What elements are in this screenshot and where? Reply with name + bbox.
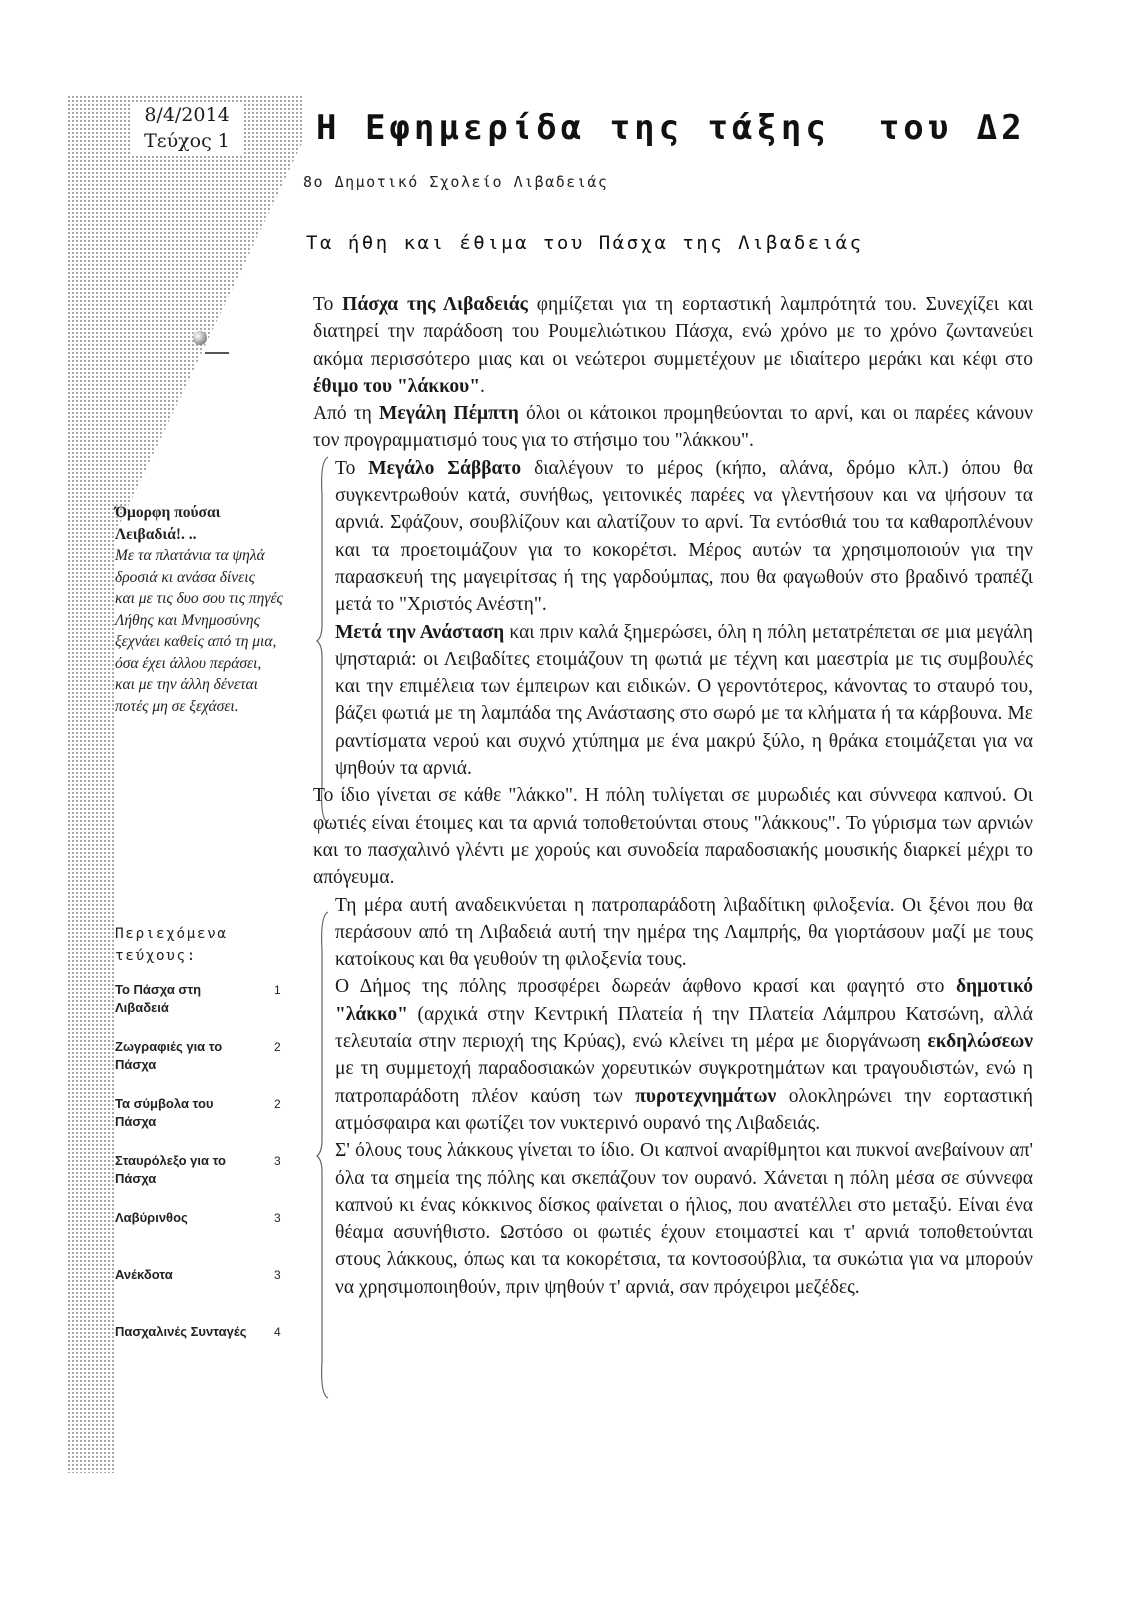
text-run: (αρχικά στην Κεντρική Πλατεία ή την Πλατεία Λάμπρου Κατσώνη, αλλά τελευταία στην περιοχή της Κρύας), ενώ κλείνει τη μέρα με διοργάνωση xyxy=(335,1003,1033,1053)
decorative-line xyxy=(205,352,229,354)
toc-item xyxy=(115,1323,300,1380)
paragraph xyxy=(313,973,1033,1137)
text-run: με τη συμμετοχή παραδοσιακών χορευτικών συγκροτημάτων και τραγουδιστών, ενώ η πατροπαράδοτη πλέον καύση των xyxy=(335,1058,1033,1107)
text-run: Ο Δήμος της πόλης προσφέρει δωρεάν άφθονο κρασί και φαγητό στο xyxy=(335,976,956,998)
toc-item xyxy=(115,1095,300,1152)
issue-number: Τεύχος 1 xyxy=(144,130,230,152)
issue-date: 8/4/2014 xyxy=(144,104,230,126)
toc-item-page: 4 xyxy=(274,1325,281,1339)
emphasis: Μετά την Ανάσταση xyxy=(335,621,505,643)
school-name: 8ο Δημοτικό Σχολείο Λιβαδειάς xyxy=(303,173,609,191)
poem-line: ξεχνάει καθείς από τη μια, όσα έχει άλλου περάσει, xyxy=(115,633,277,672)
decorative-orb-icon xyxy=(193,331,207,345)
text-run: . xyxy=(480,375,485,397)
text-run: και πριν καλά ξημερώσει, όλη η πόλη μετατρέπεται σε μια μεγάλη ψησταριά: οι Λειβαδίτες ετοιμάζουν τη φωτιά με τέχνη και μαεστρία με τις συμβουλές και την επιμέλεια των έμπειρων και ειδικών. Ο γεροντότερος, κάνοντας το σταυρό του, βάζει φωτιά με τη λαμπάδα της Ανάστασης στο σωρό με τα κλήματα ή τα κάρβουνα. Με ραντίσματα νερού και συχνό χτύπημα με ένα μακρύ ξύλο, η θράκα ετοιμάζεται για να ψηθούν τα αρνιά. xyxy=(335,621,1033,780)
poem-line: και με την άλλη δένεται ποτές μη σε ξεχάσει. xyxy=(115,676,258,715)
toc-item-page: 3 xyxy=(274,1268,281,1282)
toc-item xyxy=(115,1152,300,1209)
text-run: Από τη xyxy=(313,403,379,425)
text-run: όλοι οι κάτοικοι προμηθεύονται το αρνί, και οι παρέες κάνουν τον προγραμματισμό τους για το στήσιμο του "λάκκου". xyxy=(313,403,1033,452)
toc-item xyxy=(115,1266,300,1323)
toc-heading: Περιεχόμενα τεύχους: xyxy=(115,926,228,964)
emphasis: Μεγάλη Πέμπτη xyxy=(379,403,519,425)
paragraph xyxy=(313,455,1033,619)
toc-item xyxy=(115,1209,300,1266)
poem-line: και με τις δυο σου τις πηγές Λήθης και Μνημοσύνης xyxy=(115,590,283,629)
text-run: ολοκληρώνει την εορταστική ατμόσφαιρα και φωτίζει τον νυκτερινό ουρανό της Λιβαδειάς. xyxy=(335,1085,1033,1134)
toc-item-label: Τα σύμβολα του Πάσχα xyxy=(115,1096,214,1129)
toc-item-label: Πασχαλινές Συνταγές xyxy=(115,1324,247,1339)
toc-item xyxy=(115,1038,300,1095)
toc-item-label: Ζωγραφιές για το Πάσχα xyxy=(115,1039,223,1072)
newspaper-title: Η Εφημερίδα της τάξης του Δ2 xyxy=(316,108,1026,148)
toc-item-label: Σταυρόλεξο για το Πάσχα xyxy=(115,1153,226,1186)
text-run: φημίζεται για τη εορταστική λαμπρότητά του. Συνεχίζει και διατηρεί την παράδοση του Ρουμελιώτικου Πάσχα, ενώ χρόνο με το χρόνο ζωντανεύει ακόμα περισσότερο μιας και οι νεώτεροι συμμετέχουν με ιδιαίτερο μεράκι και κέφι στο xyxy=(313,294,1033,370)
paragraph: Σ' όλους τους λάκκους γίνεται το ίδιο. Οι καπνοί αναρίθμητοι και πυκνοί ανεβαίνουν απ' όλα τα σημεία της πόλης και σκεπάζουν τον ουρανό. Χάνεται η πόλη μέσα σε σύννεφα καπνού κι ένας κόκκινος δίσκος φαίνεται ο ήλιος, που ανατέλλει στο μεταξύ. Είναι ένα θέαμα ασυνήθιστο. Ωστόσο οι φωτιές έχουν ετοιμαστεί και τ' αρνιά τοποθετούνται στους λάκκους, όπως και τα κοκορέτσια, τα κοντοσούβλια, τα συκώτια για να μπορούν να χρησιμοποιηθούν, πριν ψηθούν τ' αρνιά, σαν πρόχειροι μεζέδες. xyxy=(335,1140,1033,1298)
toc-item xyxy=(115,981,300,1038)
toc-item-page: 2 xyxy=(274,1097,281,1111)
paragraph xyxy=(313,291,1033,400)
toc-item-label: Λαβύρινθος xyxy=(115,1210,188,1225)
poem-title: Όμορφη πούσαι Λειβαδιά!. .. xyxy=(115,504,221,543)
article-body xyxy=(313,291,1033,1301)
emphasis: Μεγάλο Σάββατο xyxy=(368,457,522,479)
emphasis: πυροτεχνημάτων xyxy=(635,1085,777,1107)
text-run: Το xyxy=(313,294,343,315)
text-run: διαλέγουν το μέρος (κήπο, αλάνα, δρόμο κλπ.) όπου θα συγκεντρωθούν κατά, συνήθως, γειτονικές παρέες να γλεντήσουν και να ψήσουν τα αρνιά. Σφάζουν, σουβλίζουν και αλατίζουν το αρνί. Τα εντόσθιά του τα καθαροπλένουν και τα προετοιμάζουν για το κοκορέτσι. Μέρος αυτών τα χρησιμοποιούν για την παρασκευή της μαγειρίτσας ή της γαρδούμπας, που θα φαγωθούν στο βραδινό τραπέζι μετά το "Χριστός Ανέστη". xyxy=(335,457,1033,616)
toc-item-page: 3 xyxy=(274,1154,281,1168)
paragraph: Τη μέρα αυτή αναδεικνύεται η πατροπαράδοτη λιβαδίτικη φιλοξενία. Οι ξένοι που θα περάσουν από τη Λιβαδειά αυτή την ημέρα της Λαμπρής, θα γιορτάσουν μαζί με τους κατοίκους και θα γευθούν τη φιλοξενία τους. xyxy=(335,894,1033,971)
emphasis: έθιμο του "λάκκου" xyxy=(313,375,481,397)
toc-item-label: Ανέκδοτα xyxy=(115,1267,173,1282)
text-run: Το xyxy=(335,457,369,479)
paragraph xyxy=(313,400,1033,455)
emphasis: Πάσχα της Λιβαδειάς xyxy=(342,294,528,315)
toc-item-page: 2 xyxy=(274,1040,281,1054)
poem-line: Με τα πλατάνια τα ψηλά δροσιά κι ανάσα δίνεις xyxy=(115,547,265,586)
paragraph: Το ίδιο γίνεται σε κάθε "λάκκο". Η πόλη τυλίγεται σε μυρωδιές και σύννεφα καπνού. Οι φωτιές είναι έτοιμες και τα αρνιά τοποθετούνται στους "λάκκους". Το γύρισμα των αρνιών και το πασχαλινό γλέντι με χορούς και συνοδεία παραδοσιακής μουσικής διαρκεί μέχρι το απόγευμα. xyxy=(313,785,1033,889)
sidebar-poem xyxy=(115,502,293,717)
table-of-contents xyxy=(115,923,300,1380)
toc-item-label: Το Πάσχα στη Λιβαδειά xyxy=(115,982,202,1015)
emphasis: δημοτικό "λάκκο" xyxy=(335,976,1033,1025)
issue-info xyxy=(132,102,242,154)
emphasis: εκδηλώσεων xyxy=(927,1031,1033,1053)
toc-item-page: 1 xyxy=(274,983,281,997)
article-heading: Τα ήθη και έθιμα του Πάσχα της Λιβαδειάς xyxy=(306,232,864,254)
paragraph xyxy=(313,619,1033,783)
toc-item-page: 3 xyxy=(274,1211,281,1225)
